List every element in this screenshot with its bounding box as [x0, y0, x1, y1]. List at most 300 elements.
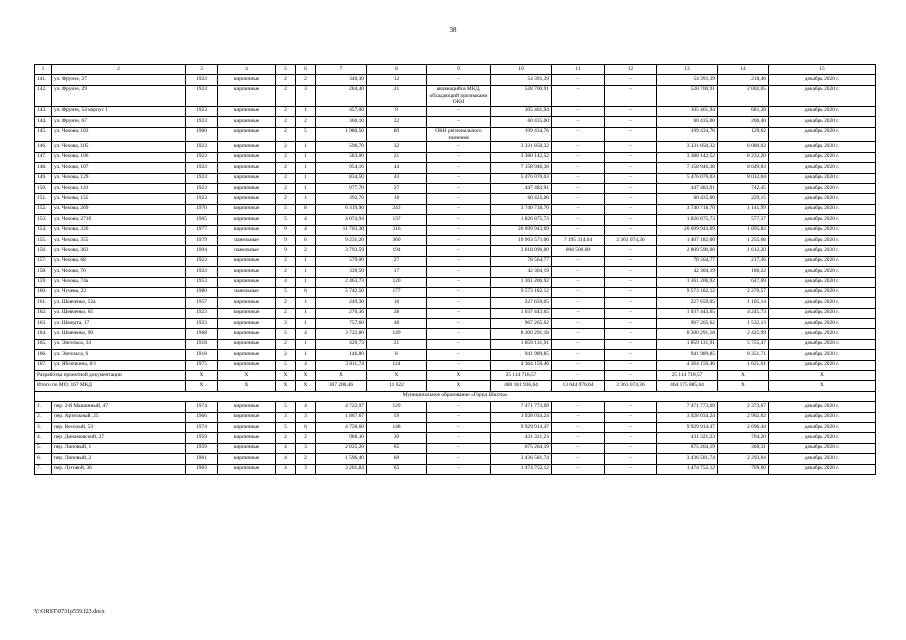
table-cell: 9: [276, 246, 296, 256]
table-cell: 9 573 182,12: [491, 287, 552, 297]
table-cell: 3 331 850,32: [491, 142, 552, 152]
table-cell: 1 596,40: [316, 454, 367, 464]
table-row: [35, 163, 876, 173]
table-cell: ул. Фрунзе, 29: [52, 85, 186, 106]
table-cell: кирпичные: [218, 256, 276, 266]
table-cell: 1957: [186, 298, 218, 308]
table-cell: 1959: [186, 433, 218, 443]
table-cell: –: [605, 298, 657, 308]
table-cell: X: [186, 381, 218, 391]
table-cell: 153.: [35, 215, 52, 225]
table-cell: 2: [276, 256, 296, 266]
table-cell: 360,10: [316, 117, 367, 127]
table-row: [35, 298, 876, 308]
table-cell: 148.: [35, 163, 52, 173]
table-cell: 1977: [186, 225, 218, 235]
table-cell: 9: [367, 106, 427, 116]
table-cell: 22: [367, 117, 427, 127]
table-cell: –: [605, 402, 657, 412]
document-path-footer: Y:\ORST\0731p559.f23.docx: [34, 609, 105, 615]
table-cell: 120: [367, 277, 427, 287]
table-cell: –: [427, 173, 491, 183]
table-cell: 4 364 150,46: [657, 360, 718, 370]
table-cell: 142.: [35, 85, 52, 106]
table-cell: 977,70: [316, 183, 367, 193]
table-cell: декабрь 2020 г.: [769, 225, 876, 235]
table-cell: 2 025,20: [316, 443, 367, 453]
table-cell: –: [552, 204, 605, 214]
table-cell: 2 809 590,00: [657, 246, 718, 256]
table-cell: 6: [296, 422, 316, 432]
table-cell: 834,50: [316, 173, 367, 183]
table-cell: 143.: [35, 106, 52, 116]
table-cell: 2: [276, 117, 296, 127]
table-cell: 149.: [35, 173, 52, 183]
table-cell: декабрь 2020 г.: [769, 402, 876, 412]
table-cell: 360: [367, 235, 427, 245]
table-cell: кирпичные: [218, 350, 276, 360]
table-cell: 579,00: [316, 256, 367, 266]
table-cell: 4: [296, 215, 316, 225]
table-cell: кирпичные: [218, 298, 276, 308]
table-cell: 54 391,39: [491, 75, 552, 85]
table-cell: –: [552, 412, 605, 422]
table-cell: X: [427, 371, 491, 381]
table-cell: 1 867,67: [316, 412, 367, 422]
table-cell: кирпичные: [218, 215, 276, 225]
table-cell: 59: [367, 412, 427, 422]
table-cell: кирпичные: [218, 412, 276, 422]
table-cell: 4 074,94: [316, 215, 367, 225]
table-cell: 704,20: [718, 433, 769, 443]
table-cell: –: [427, 142, 491, 152]
table-cell: ул. Чехова, 107: [52, 163, 186, 173]
table-cell: 1 895,82: [718, 225, 769, 235]
table-cell: 1923: [186, 152, 218, 162]
project-documentation-row: [35, 371, 876, 381]
table-cell: X: [218, 371, 276, 381]
table-cell: 2: [52, 65, 186, 75]
table-cell: –: [552, 298, 605, 308]
table-cell: кирпичные: [218, 225, 276, 235]
table-cell: 2: [276, 85, 296, 106]
table-cell: пер. Липовый, 1: [52, 443, 186, 453]
table-cell: 1923: [186, 308, 218, 318]
table-cell: –: [605, 225, 657, 235]
table-row: [35, 412, 876, 422]
table-cell: 199 434,76: [491, 127, 552, 142]
table-cell: ул. Шмидта, 17: [52, 319, 186, 329]
table-cell: кирпичные: [218, 173, 276, 183]
table-cell: 1994: [186, 246, 218, 256]
table-cell: кирпичные: [218, 329, 276, 339]
table-cell: 2 373,67: [718, 402, 769, 412]
table-cell: –: [605, 339, 657, 349]
table-cell: ул. Чехова, 355: [52, 235, 186, 245]
table-cell: 4.: [35, 433, 52, 443]
table-cell: 1: [296, 350, 316, 360]
table-cell: 229,15: [718, 194, 769, 204]
table-row: [35, 319, 876, 329]
table-cell: 2 696,44: [718, 422, 769, 432]
table-cell: –: [552, 117, 605, 127]
table-cell: –: [427, 246, 491, 256]
table-cell: 6 080,02: [718, 142, 769, 152]
table-cell: 89: [367, 127, 427, 142]
table-cell: 44: [367, 163, 427, 173]
table-cell: –: [427, 443, 491, 453]
table-row: [35, 215, 876, 225]
table-cell: 160.: [35, 287, 52, 297]
table-cell: 757,60: [316, 319, 367, 329]
table-cell: –: [427, 464, 491, 474]
table-cell: 3: [296, 443, 316, 453]
table-cell: 1: [296, 152, 316, 162]
table-cell: 941 989,85: [491, 350, 552, 360]
table-cell: 1: [296, 298, 316, 308]
table-cell: 1923: [186, 75, 218, 85]
table-cell: 137: [367, 215, 427, 225]
table-cell: декабрь 2020 г.: [769, 75, 876, 85]
table-cell: 7 471 773,69: [491, 402, 552, 412]
table-cell: 8: [296, 204, 316, 214]
table-cell: 163.: [35, 319, 52, 329]
table-cell: кирпичные: [218, 75, 276, 85]
table-cell: 129,62: [718, 127, 769, 142]
table-cell: 6 319,90: [316, 204, 367, 214]
table-cell: X: [218, 381, 276, 391]
table-cell: 2 270,57: [718, 287, 769, 297]
table-cell: 1 255,68: [718, 235, 769, 245]
table-cell: –: [605, 106, 657, 116]
table-cell: 1923: [186, 85, 218, 106]
table-cell: 152.: [35, 204, 52, 214]
table-cell: декабрь 2020 г.: [769, 308, 876, 318]
table-cell: Разработка проектной документации: [35, 371, 186, 381]
table-row: [35, 106, 876, 116]
table-cell: 162.: [35, 308, 52, 318]
table-cell: 141.: [35, 75, 52, 85]
table-cell: 149: [367, 329, 427, 339]
table-cell: –: [605, 127, 657, 142]
table-cell: –: [552, 422, 605, 432]
table-row: [35, 117, 876, 127]
table-cell: 1900: [186, 127, 218, 142]
table-cell: 9 929 914,47: [491, 422, 552, 432]
table-cell: –: [552, 106, 605, 116]
table-row: [35, 464, 876, 474]
table-cell: 60 435,00: [491, 117, 552, 127]
table-cell: 37: [367, 183, 427, 193]
table-row: [35, 422, 876, 432]
table-cell: 2: [276, 106, 296, 116]
table-cell: X: [427, 381, 491, 391]
table-cell: 8 012,04: [718, 173, 769, 183]
table-cell: –: [605, 152, 657, 162]
table-cell: 8: [367, 65, 427, 75]
table-cell: –: [427, 433, 491, 443]
table-cell: декабрь 2020 г.: [769, 183, 876, 193]
table-cell: –: [552, 194, 605, 204]
table-cell: 447 483,91: [491, 183, 552, 193]
table-cell: 1980: [186, 287, 218, 297]
table-cell: –: [427, 319, 491, 329]
table-cell: 5: [276, 360, 296, 370]
table-cell: кирпичные: [218, 464, 276, 474]
table-cell: –: [605, 371, 657, 381]
table-cell: 4: [276, 277, 296, 287]
table-row: [35, 256, 876, 266]
table-cell: 596,70: [316, 142, 367, 152]
table-cell: 967 265,62: [657, 319, 718, 329]
table-cell: 1923: [186, 163, 218, 173]
table-cell: 2: [276, 350, 296, 360]
table-cell: –: [552, 287, 605, 297]
table-cell: 17: [367, 267, 427, 277]
table-cell: 2: [276, 163, 296, 173]
table-row: [35, 204, 876, 214]
table-cell: 6.: [35, 454, 52, 464]
table-cell: декабрь 2020 г.: [769, 339, 876, 349]
table-cell: панельные: [218, 246, 276, 256]
table-cell: 1 361 206,92: [491, 277, 552, 287]
table-row: [35, 287, 876, 297]
table-cell: 1 037 443,65: [657, 308, 718, 318]
table-cell: декабрь 2020 г.: [769, 298, 876, 308]
table-cell: X: [367, 371, 427, 381]
table-cell: ул. Энгельса, 6: [52, 350, 186, 360]
table-cell: ул. Шевченко, 90: [52, 329, 186, 339]
table-cell: кирпичные: [218, 106, 276, 116]
table-cell: –: [605, 85, 657, 106]
table-cell: 967 265,62: [491, 319, 552, 329]
table-cell: 2: [276, 127, 296, 142]
table-cell: 2 425,99: [718, 329, 769, 339]
table-cell: 144.: [35, 117, 52, 127]
table-cell: 1923: [186, 117, 218, 127]
table-cell: 156.: [35, 246, 52, 256]
table-cell: 1923: [186, 183, 218, 193]
table-cell: 5 476 070,03: [491, 173, 552, 183]
table-cell: ул. Фрунзе, 67: [52, 117, 186, 127]
table-cell: 54 391,39: [657, 75, 718, 85]
table-cell: 1 980,50: [316, 127, 367, 142]
table-cell: –: [552, 173, 605, 183]
table-cell: –: [605, 443, 657, 453]
table-cell: –: [605, 422, 657, 432]
table-cell: 2: [276, 267, 296, 277]
table-cell: –: [552, 454, 605, 464]
table-cell: декабрь 2020 г.: [769, 319, 876, 329]
table-cell: 154.: [35, 225, 52, 235]
table-cell: 12: [367, 75, 427, 85]
table-cell: –: [552, 267, 605, 277]
table-cell: X: [296, 381, 316, 391]
table-row: [35, 454, 876, 464]
table-cell: кирпичные: [218, 319, 276, 329]
table-cell: X: [296, 371, 316, 381]
table-cell: 11 703,30: [316, 225, 367, 235]
table-cell: ул. Чехова, 106: [52, 152, 186, 162]
table-cell: 5: [296, 127, 316, 142]
table-cell: 1961: [186, 454, 218, 464]
table-cell: 30: [367, 433, 427, 443]
table-cell: 1974: [186, 422, 218, 432]
table-cell: 3.: [35, 422, 52, 432]
table-cell: –: [552, 350, 605, 360]
table-cell: –: [605, 117, 657, 127]
table-cell: 5: [276, 287, 296, 297]
table-cell: 1.: [35, 402, 52, 412]
table-cell: 159.: [35, 277, 52, 287]
data-table: [34, 64, 876, 475]
table-cell: кирпичные: [218, 360, 276, 370]
table-cell: –: [552, 308, 605, 318]
table-cell: 5 742,50: [316, 287, 367, 297]
table-cell: Итого по МО: 167 МКД: [35, 381, 186, 391]
table-row: [35, 360, 876, 370]
table-cell: ул. Чехова, 271б: [52, 215, 186, 225]
table-cell: 20 699 943,69: [491, 225, 552, 235]
table-cell: декабрь 2020 г.: [769, 194, 876, 204]
table-cell: –: [427, 235, 491, 245]
table-cell: 1: [296, 319, 316, 329]
table-cell: 941 989,85: [657, 350, 718, 360]
table-cell: кирпичные: [218, 454, 276, 464]
table-cell: 9: [276, 235, 296, 245]
table-row: [35, 267, 876, 277]
table-cell: 243: [367, 204, 427, 214]
table-cell: 3 722,80: [316, 329, 367, 339]
table-cell: 25 114 718,57: [491, 371, 552, 381]
table-cell: 339,50: [316, 267, 367, 277]
table-cell: 32: [367, 142, 427, 152]
table-cell: кирпичные: [218, 85, 276, 106]
table-cell: 8 300 291,18: [657, 329, 718, 339]
table-cell: X: [316, 371, 367, 381]
table-row: [35, 194, 876, 204]
table-cell: 988,30: [316, 433, 367, 443]
table-cell: кирпичные: [218, 142, 276, 152]
table-cell: 1963: [186, 464, 218, 474]
table-cell: –: [605, 204, 657, 214]
table-cell: 2: [296, 75, 316, 85]
table-cell: кирпичные: [218, 443, 276, 453]
table-cell: 2: [296, 117, 316, 127]
table-cell: кирпичные: [218, 204, 276, 214]
table-cell: –: [552, 319, 605, 329]
table-cell: 1 859 131,91: [657, 339, 718, 349]
table-cell: –: [552, 339, 605, 349]
table-row: [35, 173, 876, 183]
table-cell: 10 963 571,00: [491, 235, 552, 245]
table-cell: –: [552, 152, 605, 162]
table-cell: 1970: [186, 204, 218, 214]
table-cell: кирпичные: [218, 277, 276, 287]
table-row: [35, 350, 876, 360]
table-cell: X: [276, 381, 296, 391]
table-cell: 3 331 850,32: [657, 142, 718, 152]
table-cell: 3 793,59: [316, 246, 367, 256]
table-row: [35, 308, 876, 318]
table-cell: 1: [296, 173, 316, 183]
table-cell: 78 564,77: [657, 256, 718, 266]
table-cell: 1 621,61: [718, 360, 769, 370]
table-cell: –: [552, 443, 605, 453]
table-cell: –: [552, 215, 605, 225]
table-cell: декабрь 2020 г.: [769, 215, 876, 225]
table-cell: кирпичные: [218, 339, 276, 349]
table-cell: декабрь 2020 г.: [769, 267, 876, 277]
table-cell: 148: [367, 422, 427, 432]
table-cell: 28: [367, 308, 427, 318]
table-cell: 1 612,20: [718, 246, 769, 256]
table-cell: ул. Чехова, 155: [52, 194, 186, 204]
table-cell: –: [427, 75, 491, 85]
table-cell: 227 659,05: [491, 298, 552, 308]
table-cell: декабрь 2020 г.: [769, 454, 876, 464]
table-cell: 4: [296, 329, 316, 339]
table-cell: –: [427, 402, 491, 412]
table-cell: 3 618 096,00: [491, 246, 552, 256]
table-cell: 2: [276, 173, 296, 183]
table-cell: 218,46: [718, 75, 769, 85]
table-cell: пер. Веселый, 53: [52, 422, 186, 432]
table-cell: 78 564,77: [491, 256, 552, 266]
table-cell: –: [605, 142, 657, 152]
total-row: [35, 381, 876, 391]
table-cell: 447 483,91: [657, 183, 718, 193]
table-cell: 13: [657, 65, 718, 75]
table-cell: декабрь 2020 г.: [769, 85, 876, 106]
table-cell: 583,00: [316, 152, 367, 162]
table-cell: 5: [276, 402, 296, 412]
table-cell: 42 304,19: [491, 267, 552, 277]
table-cell: 4: [296, 360, 316, 370]
table-cell: 7.: [35, 464, 52, 474]
table-cell: –: [605, 433, 657, 443]
table-cell: –: [552, 75, 605, 85]
table-cell: 1975: [186, 360, 218, 370]
table-cell: ул. Чехова, 129: [52, 173, 186, 183]
table-cell: 124: [367, 360, 427, 370]
table-cell: декабрь 2020 г.: [769, 287, 876, 297]
table-row: [35, 402, 876, 412]
table-cell: ул. Чехова, 70: [52, 267, 186, 277]
table-cell: 167.: [35, 360, 52, 370]
table-cell: 2: [276, 152, 296, 162]
table-row: [35, 339, 876, 349]
table-cell: декабрь 2020 г.: [769, 350, 876, 360]
table-cell: кирпичные: [218, 163, 276, 173]
table-cell: 528 700,91: [491, 85, 552, 106]
table-cell: –: [552, 142, 605, 152]
table-cell: 1: [296, 142, 316, 152]
table-cell: ОКН регионального значения: [427, 127, 491, 142]
table-cell: X: [769, 371, 876, 381]
table-cell: 65: [367, 443, 427, 453]
table-cell: 392,70: [316, 194, 367, 204]
table-cell: 6: [296, 287, 316, 297]
table-cell: кирпичные: [218, 152, 276, 162]
table-cell: 227 659,05: [657, 298, 718, 308]
table-cell: 12: [605, 65, 657, 75]
table-cell: пер. 2-й Машинный, 47: [52, 402, 186, 412]
table-cell: 360,31: [718, 443, 769, 453]
table-cell: 2: [276, 339, 296, 349]
table-cell: являющийся МКД, обладающий признаками ОКН: [427, 85, 491, 106]
table-cell: 18: [367, 194, 427, 204]
